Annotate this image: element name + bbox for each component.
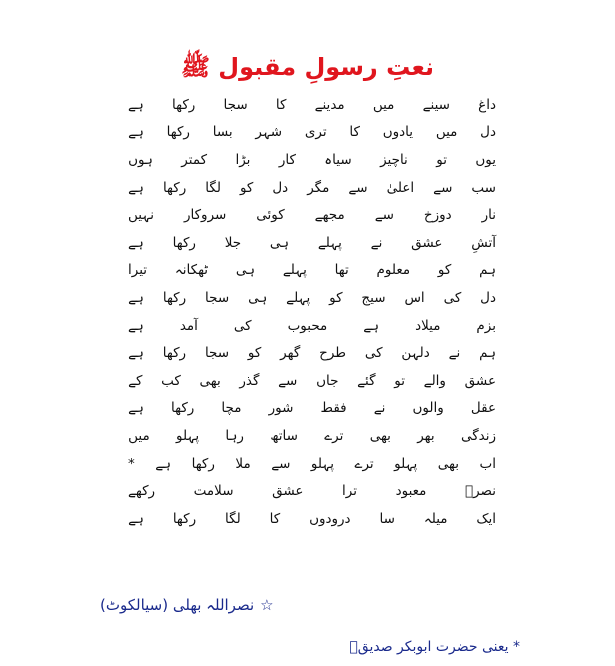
verse-word: محبوب: [287, 317, 328, 334]
verse-word: جلا: [224, 234, 242, 251]
verse-word: معلوم: [376, 262, 411, 279]
verse-word: زندگی: [460, 427, 496, 444]
verse-word: سیاہ: [324, 151, 352, 168]
verse-word: سجا: [204, 345, 230, 362]
verse-word: میں: [435, 124, 458, 141]
verse-word: رکھا: [191, 455, 215, 472]
verse-word: بھی: [369, 427, 391, 444]
footnote: [330, 636, 520, 658]
verse-line: [128, 201, 496, 229]
verse-word: رکھے: [128, 483, 156, 500]
verse-word: دل: [272, 179, 289, 196]
verse-word: کو: [247, 345, 262, 362]
verse-word: لگا: [205, 179, 221, 196]
verse-line: [128, 395, 496, 423]
verse-word: بسا: [212, 124, 233, 141]
verse-word: ترا: [342, 483, 358, 500]
verse-word: ہے: [363, 317, 380, 334]
verse-word: کو: [437, 262, 452, 279]
verse-word: بھی: [199, 372, 221, 389]
verse-line: [128, 257, 496, 285]
verse-word: نار: [481, 207, 496, 224]
verse-line: [128, 505, 496, 533]
verse-line: [128, 91, 496, 119]
verse-word: کو: [329, 289, 343, 306]
verse-word: یوں: [475, 151, 496, 168]
verse-word: مدینے: [314, 96, 345, 113]
verse-word: پہلے: [317, 234, 342, 251]
verse-word: طرح: [319, 345, 347, 362]
verse-word: سینے: [422, 96, 450, 113]
poem-title-text: نعتِ رسولِ مقبول ﷺ: [180, 53, 435, 81]
verse-word: پہلو: [310, 455, 335, 472]
author-name: نصراللہ بھلی (سیالکوٹ): [100, 596, 255, 614]
verse-word: کمتر: [181, 151, 208, 168]
verse-word: کا: [275, 96, 287, 113]
verse-word: سے: [278, 372, 298, 389]
verse-word: کے: [128, 372, 143, 389]
verse-word: گذر: [239, 372, 260, 389]
verse-word: دل: [480, 289, 496, 306]
verse-word: سب: [471, 179, 496, 196]
verse-word: مگر: [307, 179, 330, 196]
verse-word: تھا: [334, 262, 349, 279]
verse-word: ہی: [269, 234, 290, 251]
verse-word: دوزخ: [423, 207, 452, 224]
verse-line: [128, 477, 496, 505]
verse-word: رکھا: [172, 96, 196, 113]
verse-line: [128, 229, 496, 257]
verse-word: کی: [443, 289, 462, 306]
verse-word: میں: [372, 96, 395, 113]
verse-word: اعلیٰ: [386, 179, 415, 196]
verse-word: سے: [433, 179, 453, 196]
verse-word: میں: [128, 427, 150, 444]
verse-word: میلہ: [423, 510, 448, 527]
verse-word: کوئی: [256, 207, 285, 224]
verse-word: والوں: [412, 400, 444, 417]
verse-word: ٹھکانہ: [174, 262, 209, 279]
verse-word: ایک: [476, 510, 496, 527]
verse-line: [128, 284, 496, 312]
verse-word: سا: [379, 510, 395, 527]
verse-word: عقل: [470, 400, 496, 417]
verse-word: آتشِ: [471, 234, 496, 251]
verse-word: کا: [349, 124, 360, 141]
verse-word: بھی: [437, 455, 460, 472]
verse-word: پہلو: [394, 455, 418, 472]
verse-word: کب: [161, 372, 181, 389]
verse-word: اس: [404, 289, 425, 306]
verse-word: عشق: [411, 234, 443, 251]
verse-word: درودوں: [309, 510, 351, 527]
verse-word: رکھا: [162, 179, 187, 196]
verse-word: دلہن: [401, 345, 430, 362]
verse-word: کو: [239, 179, 254, 196]
verse-word: بڑا: [235, 151, 251, 168]
verse-word: عشق: [272, 483, 304, 500]
verse-word: بھر: [417, 427, 435, 444]
verse-word: گئے: [357, 372, 376, 389]
verse-word: بزم: [476, 317, 496, 334]
verse-word: لگا: [225, 510, 241, 527]
verse-line: [128, 422, 496, 450]
poem-body: [128, 91, 496, 533]
verse-line: [128, 450, 496, 478]
verse-word: تری: [304, 124, 327, 141]
verse-word: نصرؔ: [464, 483, 496, 500]
verse-word: پہلے: [282, 262, 307, 279]
verse-word: رہا: [225, 427, 244, 444]
verse-word: مچا: [221, 400, 242, 417]
verse-word: دل: [480, 124, 496, 141]
verse-word: داغ: [478, 96, 496, 113]
verse-word: سے: [374, 207, 394, 224]
verse-word: والے: [423, 372, 446, 389]
verse-word: رکھا: [162, 289, 187, 306]
verse-word: ہے: [128, 289, 144, 306]
verse-word: ہی: [235, 262, 256, 279]
verse-word: پہلو: [175, 427, 200, 444]
verse-line: [128, 146, 496, 174]
verse-word: شور: [268, 400, 294, 417]
footnote-text: * یعنی حضرت ابوبکر صدیقؓ: [349, 639, 520, 655]
verse-line: [128, 119, 496, 147]
verse-word: نہیں: [128, 207, 155, 224]
verse-word: رکھا: [172, 510, 197, 527]
verse-word: فقط: [320, 400, 347, 417]
verse-word: سجا: [223, 96, 248, 113]
verse-word: یادوں: [382, 124, 414, 141]
verse-word: اب: [479, 455, 496, 472]
verse-word: ملا: [235, 455, 251, 472]
verse-word: ہے: [128, 400, 144, 417]
verse-word: ہے: [128, 124, 144, 141]
verse-word: ترے: [354, 455, 374, 472]
verse-word: عشق: [464, 372, 496, 389]
verse-word: ترے: [324, 427, 344, 444]
verse-word: نے: [448, 345, 461, 362]
verse-word: جاں: [316, 372, 339, 389]
verse-word: شہر: [255, 124, 283, 141]
verse-word: *: [128, 455, 135, 472]
verse-word: ہے: [128, 96, 144, 113]
verse-word: ہے: [128, 179, 144, 196]
verse-word: ہم: [479, 262, 496, 279]
verse-word: کی: [364, 345, 383, 362]
verse-word: گھر: [280, 345, 301, 362]
verse-word: معبود: [395, 483, 427, 500]
author-credit: [100, 594, 280, 616]
verse-word: کار: [278, 151, 296, 168]
verse-line: [128, 339, 496, 367]
verse-line: [128, 312, 496, 340]
verse-word: ساتھ: [270, 427, 298, 444]
verse-word: نے: [373, 400, 386, 417]
verse-line: [128, 367, 496, 395]
verse-word: ہم: [479, 345, 496, 362]
verse-word: ہوں: [128, 151, 153, 168]
verse-word: سلامت: [193, 483, 234, 500]
verse-word: رکھا: [171, 400, 195, 417]
star-icon: ☆: [260, 596, 274, 614]
verse-word: پہلے: [286, 289, 311, 306]
verse-word: سجا: [205, 289, 230, 306]
verse-word: کا: [269, 510, 281, 527]
verse-word: مجھے: [314, 207, 345, 224]
verse-word: رکھا: [166, 124, 190, 141]
verse-word: سیج: [361, 289, 386, 306]
verse-word: ہے: [128, 317, 144, 334]
verse-word: کی: [233, 317, 252, 334]
verse-word: ہے: [128, 345, 144, 362]
verse-word: سے: [348, 179, 368, 196]
verse-word: سروکار: [183, 207, 227, 224]
verse-word: رکھا: [172, 234, 196, 251]
verse-word: ناچیز: [380, 151, 408, 168]
verse-word: سے: [271, 455, 291, 472]
verse-word: ہی: [248, 289, 268, 306]
verse-word: تو: [394, 372, 405, 389]
verse-word: تیرا: [128, 262, 148, 279]
verse-word: تو: [436, 151, 447, 168]
verse-word: میلاد: [415, 317, 441, 334]
verse-word: ہے: [128, 234, 144, 251]
verse-word: ہے: [155, 455, 172, 472]
verse-word: نے: [370, 234, 383, 251]
verse-word: رکھا: [162, 345, 187, 362]
verse-word: ہے: [128, 510, 144, 527]
verse-line: [128, 174, 496, 202]
poem-title: [0, 50, 615, 84]
verse-word: آمد: [179, 317, 198, 334]
